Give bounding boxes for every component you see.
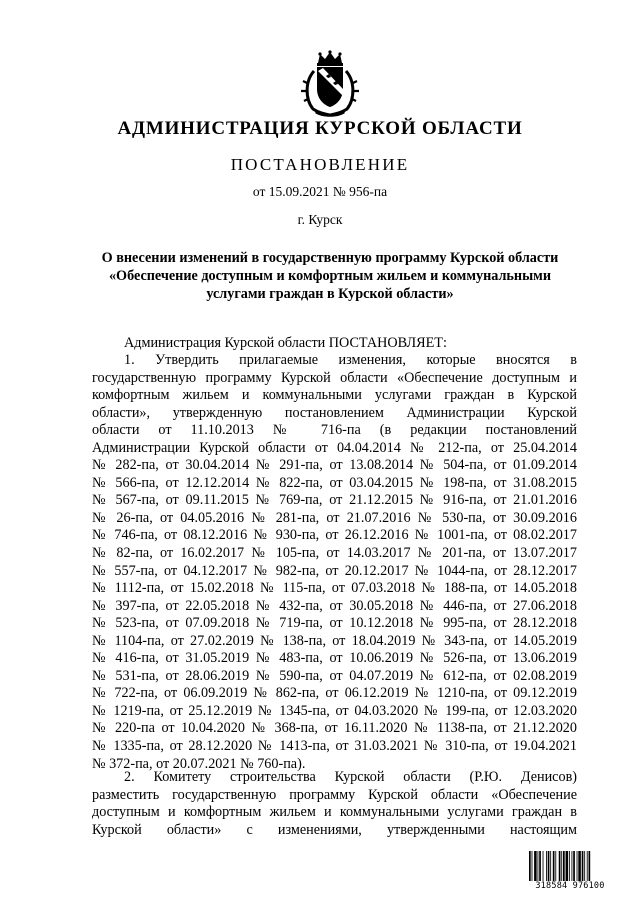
paragraph-line: № 397-па, от 22.05.2018 № 432-па, от 30.05.2018 № 446-па, от 27.06.2018: [92, 597, 577, 614]
paragraph-line: доступным и комфортным жильем и коммунальными услугами граждан в: [92, 804, 577, 821]
barcode-bar: [569, 851, 570, 881]
paragraph-line: № 26-па, от 04.05.2016 № 281-па, от 21.07.2016 № 530-па, от 30.09.2016: [92, 509, 577, 526]
paragraph-line: № 746-па, от 08.12.2016 № 930-па, от 26.12.2016 № 1001-па, от 08.02.2017: [92, 527, 577, 544]
barcode-bar: [589, 851, 591, 881]
barcode-bar: [543, 851, 544, 881]
item-1-paragraph: [92, 352, 577, 773]
barcode-bar: [561, 851, 562, 881]
paragraph-line: № 416-па, от 31.05.2019 № 483-па, от 10.06.2019 № 526-па, от 13.06.2019: [92, 650, 577, 667]
paragraph-line: Курской области» с изменениями, утвержденными настоящим: [92, 821, 577, 838]
barcode-bar: [555, 851, 556, 881]
barcode-bar: [559, 851, 561, 881]
paragraph-line: № 566-па, от 12.12.2014 № 822-па, от 03.04.2015 № 198-па, от 31.08.2015: [92, 474, 577, 491]
document-type: ПОСТАНОВЛЕНИЕ: [230, 155, 410, 174]
paragraph-line: государственную программу Курской области «Обеспечение доступным и: [92, 369, 577, 386]
paragraph-line: № 523-па, от 07.09.2018 № 719-па, от 10.12.2018 № 995-па, от 28.12.2018: [92, 615, 577, 632]
barcode-bar: [563, 851, 565, 881]
paragraph-line: разместить государственную программу Курской области «Обеспечение: [92, 786, 577, 803]
paragraph-line: № 531-па, от 28.06.2019 № 590-па, от 04.07.2019 № 612-па, от 02.08.2019: [92, 667, 577, 684]
barcode-bar: [577, 851, 578, 881]
barcode-bar: [587, 851, 588, 881]
barcode-number: 318584 976100: [528, 881, 612, 891]
paragraph-line: № 220-па от 10.04.2020 № 368-па, от 16.11.2020 № 1138-па, от 21.12.2020: [92, 720, 577, 737]
barcode-bar: [582, 851, 584, 881]
paragraph-line: комфортным жильем и коммунальными услугами граждан в Курской: [92, 387, 577, 404]
document-title-line: услугами граждан в Курской области»: [206, 286, 454, 302]
paragraph-line: области от 11.10.2013 № 716-па (в редакции постановлений: [92, 422, 577, 439]
document-date-number: от 15.09.2021 № 956-па: [252, 184, 388, 199]
paragraph-line: № 372-па, от 20.07.2021 № 760-па).: [92, 755, 306, 772]
paragraph-line: 2. Комитету строительства Курской области (Р.Ю. Денисов): [124, 769, 577, 785]
barcode-bar: [584, 851, 585, 881]
document-title-line: «Обеспечение доступным и комфортным жильем и коммунальными: [108, 268, 552, 284]
barcode-bar: [572, 851, 573, 881]
paragraph-line: № 1104-па, от 27.02.2019 № 138-па, от 18.04.2019 № 343-па, от 14.05.2019: [92, 632, 577, 649]
barcode-bar: [539, 851, 541, 881]
document-title-line: О внесении изменений в государственную программу Курской области: [101, 250, 559, 266]
paragraph-line: № 1335-па, от 28.12.2020 № 1413-па, от 31.03.2021 № 310-па, от 19.04.2021: [92, 738, 577, 755]
paragraph-line: Администрации Курской области от 04.04.2014 № 212-па, от 25.04.2014: [92, 439, 577, 456]
coat-of-arms-emblem: [299, 49, 361, 117]
organization-name: АДМИНИСТРАЦИЯ КУРСКОЙ ОБЛАСТИ: [117, 118, 523, 139]
barcode-bar: [573, 851, 575, 881]
barcode-bar: [534, 851, 537, 881]
barcode-bar: [566, 851, 569, 881]
barcode-bar: [550, 851, 551, 881]
paragraph-line: № 557-па, от 04.12.2017 № 982-па, от 20.12.2017 № 1044-па, от 28.12.2017: [92, 562, 577, 579]
barcode-bar: [578, 851, 581, 881]
barcode-bar: [548, 851, 550, 881]
paragraph-line: № 1112-па, от 15.02.2018 № 115-па, от 07.03.2018 № 188-па, от 14.05.2018: [92, 580, 577, 597]
item-2-paragraph: [92, 769, 577, 839]
paragraph-line: № 722-па, от 06.09.2019 № 862-па, от 06.12.2019 № 1210-па, от 09.12.2019: [92, 685, 577, 702]
barcode-bar: [538, 851, 539, 881]
paragraph-line: № 1219-па, от 25.12.2019 № 1345-па, от 04.03.2020 № 199-па, от 12.03.2020: [92, 702, 577, 719]
document-city: г. Курск: [297, 212, 343, 227]
preamble-text: Администрация Курской области ПОСТАНОВЛЯЕТ:: [124, 335, 447, 351]
paragraph-line: области», утвержденную постановлением Администрации Курской: [92, 404, 577, 421]
barcode-bar: [546, 851, 547, 881]
paragraph-line: № 282-па, от 30.04.2014 № 291-па, от 13.08.2014 № 504-па, от 01.09.2014: [92, 457, 577, 474]
barcode-bar: [532, 851, 533, 881]
paragraph-line: № 567-па, от 09.11.2015 № 769-па, от 21.12.2015 № 916-па, от 21.01.2016: [92, 492, 577, 509]
barcode-bar: [529, 851, 531, 881]
paragraph-line: № 82-па, от 16.02.2017 № 105-па, от 14.03.2017 № 201-па, от 13.07.2017: [92, 545, 577, 562]
document-title: [80, 249, 580, 303]
paragraph-line: 1. Утвердить прилагаемые изменения, которые вносятся в: [124, 352, 577, 368]
barcode-bar: [553, 851, 555, 881]
